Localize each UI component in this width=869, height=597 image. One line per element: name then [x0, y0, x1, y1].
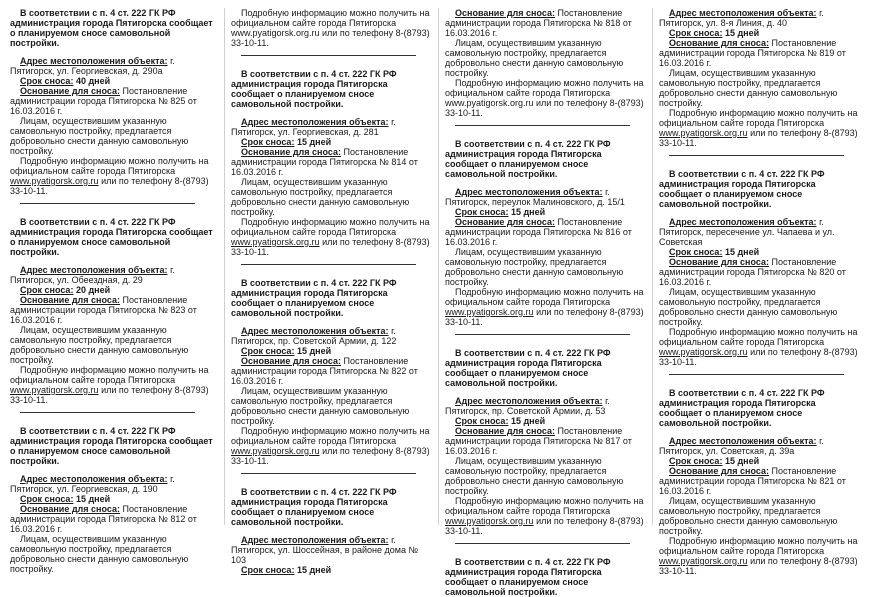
persons-text: Лицам, осуществившим указанную самовольную постройку, предлагается добровольно снести данную самовольную постройку. — [659, 496, 838, 536]
separator — [20, 412, 195, 413]
term-line: Срок сноса: 15 дней — [669, 28, 760, 38]
basis-line: Основание для сноса: Постановление администрации города Пятигорска № 812 от 16.03.2016 г. — [10, 504, 197, 534]
info-text: Подробную информацию можно получить на официальном сайте города Пятигорска www.pyatigorsk.org.ru или по телефону 8-(8793) 33-10-11. — [659, 327, 858, 367]
separator — [241, 473, 416, 474]
notice — [659, 169, 858, 375]
separator — [241, 264, 416, 265]
address-line: Адрес местоположения объекта: г. Пятигорск, ул. Шоссейная, в районе дома № 103 — [231, 535, 419, 565]
notice-header: В соответствии с п. 4 ст. 222 ГК РФ администрация города Пятигорска сообщает о планируемом сносе самовольной постройки. — [659, 388, 825, 428]
info-text-continued: Подробную информацию можно получить на официальном сайте города Пятигорска www.pyatigorsk.org.ru или по телефону 8-(8793) 33-10-11. — [231, 8, 430, 48]
separator — [455, 543, 630, 544]
notice-header: В соответствии с п. 4 ст. 222 ГК РФ администрация города Пятигорска сообщает о планируемом сносе самовольной постройки. — [10, 8, 213, 48]
notice-header: В соответствии с п. 4 ст. 222 ГК РФ администрация города Пятигорска сообщает о планируемом сносе самовольной постройки. — [231, 487, 397, 527]
basis-line: Основание для сноса: Постановление администрации города Пятигорска № 819 от 16.03.2016 г. — [659, 38, 846, 68]
notice-header: В соответствии с п. 4 ст. 222 ГК РФ администрация города Пятигорска сообщает о планируемом сносе самовольной постройки. — [10, 426, 213, 466]
notice — [231, 69, 430, 265]
persons-text: Лицам, осуществившим указанную самовольную постройку, предлагается добровольно снести данную самовольную постройку. — [231, 177, 410, 217]
address-line: Адрес местоположения объекта: г. Пятигорск, ул. Советская, д. 39а — [659, 436, 824, 456]
persons-text: Лицам, осуществившим указанную самовольную постройку, предлагается добровольно снести данную самовольную постройку. — [445, 456, 624, 496]
notice — [445, 139, 644, 335]
notice — [231, 487, 430, 575]
term-line: Срок сноса: 15 дней — [241, 346, 332, 356]
site-link[interactable]: www.pyatigorsk.org.ru — [659, 556, 748, 566]
address-line: Адрес местоположения объекта: г. Пятигорск, ул. 8-я Линия, д. 40 — [659, 8, 824, 28]
site-link[interactable]: www.pyatigorsk.org.ru — [231, 237, 320, 247]
address-line: Адрес местоположения объекта: г. Пятигорск, ул. Обеездная, д. 29 — [10, 265, 175, 285]
term-line: Срок сноса: 15 дней — [20, 494, 111, 504]
column-4 — [652, 8, 864, 576]
persons-text: Лицам, осуществившим указанную самовольную постройку, предлагается добровольно снести данную самовольную постройку. — [445, 247, 624, 287]
basis-line: Основание для сноса: Постановление администрации города Пятигорска № 823 от 16.03.2016 г. — [10, 295, 197, 325]
info-text: Подробную информацию можно получить на официальном сайте города Пятигорска www.pyatigorsk.org.ru или по телефону 8-(8793) 33-10-11. — [445, 287, 644, 327]
notice-header: В соответствии с п. 4 ст. 222 ГК РФ администрация города Пятигорска сообщает о планируемом сносе самовольной постройки. — [445, 348, 611, 388]
info-text: Подробную информацию можно получить на официальном сайте города Пятигорска www.pyatigorsk.org.ru или по телефону 8-(8793) 33-10-11. — [445, 78, 644, 118]
info-text: Подробную информацию можно получить на официальном сайте города Пятигорска www.pyatigorsk.org.ru или по телефону 8-(8793) 33-10-11. — [231, 217, 430, 257]
address-line: Адрес местоположения объекта: г. Пятигорск, пр. Советской Армии, д. 122 — [231, 326, 397, 346]
basis-line: Основание для сноса: Постановление администрации города Пятигорска № 820 от 16.03.2016 г. — [659, 257, 846, 287]
site-link[interactable]: www.pyatigorsk.org.ru — [10, 176, 99, 186]
site-link[interactable]: www.pyatigorsk.org.ru — [659, 128, 748, 138]
site-link[interactable]: www.pyatigorsk.org.ru — [659, 347, 748, 357]
term-line: Срок сноса: 20 дней — [20, 285, 111, 295]
notice-header: В соответствии с п. 4 ст. 222 ГК РФ администрация города Пятигорска сообщает о планируемом сносе самовольной постройки. — [445, 139, 611, 179]
address-line: Адрес местоположения объекта: г. Пятигорск, ул. Георгиевская, д. 190 — [10, 474, 175, 494]
info-text: Подробную информацию можно получить на официальном сайте города Пятигорска www.pyatigorsk.org.ru или по телефону 8-(8793) 33-10-11. — [445, 496, 644, 536]
info-text: Подробную информацию можно получить на официальном сайте города Пятигорска www.pyatigorsk.org.ru или по телефону 8-(8793) 33-10-11. — [659, 108, 858, 148]
notice — [445, 557, 644, 597]
basis-line: Основание для сноса: Постановление администрации города Пятигорска № 821 от 16.03.2016 г. — [659, 466, 846, 496]
separator — [241, 55, 416, 56]
term-line: Срок сноса: 15 дней — [241, 565, 332, 575]
address-line: Адрес местоположения объекта: г. Пятигорск, пересечение ул. Чапаева и ул. Советская — [659, 217, 835, 247]
address-line: Адрес местоположения объекта: г. Пятигорск, переулок Малиновского, д. 15/1 — [445, 187, 625, 207]
term-line: Срок сноса: 15 дней — [455, 207, 546, 217]
notice-header: В соответствии с п. 4 ст. 222 ГК РФ администрация города Пятигорска сообщает о планируемом сносе самовольной постройки. — [659, 169, 825, 209]
basis-line: Основание для сноса: Постановление администрации города Пятигорска № 825 от 16.03.2016 г. — [10, 86, 197, 116]
persons-text: Лицам, осуществившим указанную самовольную постройку, предлагается добровольно снести данную самовольную постройку. — [659, 287, 838, 327]
site-link[interactable]: www.pyatigorsk.org.ru — [445, 516, 534, 526]
info-text: Подробную информацию можно получить на официальном сайте города Пятигорска www.pyatigorsk.org.ru или по телефону 8-(8793) 33-10-11. — [10, 365, 209, 405]
persons-text: Лицам, осуществившим указанную самовольную постройку, предлагается добровольно снести данную самовольную постройку. — [10, 534, 189, 574]
persons-text: Лицам, осуществившим указанную самовольную постройку, предлагается добровольно снести данную самовольную постройку. — [10, 116, 189, 156]
info-text: Подробную информацию можно получить на официальном сайте города Пятигорска www.pyatigorsk.org.ru или по телефону 8-(8793) 33-10-11. — [10, 156, 209, 196]
info-text: Подробную информацию можно получить на официальном сайте города Пятигорска www.pyatigorsk.org.ru или по телефону 8-(8793) 33-10-11. — [231, 426, 430, 466]
term-line: Срок сноса: 15 дней — [669, 456, 760, 466]
address-line: Адрес местоположения объекта: г. Пятигорск, ул. Георгиевская, д. 290а — [10, 56, 175, 76]
notice — [659, 8, 858, 156]
address-line: Адрес местоположения объекта: г. Пятигорск, пр. Советской Армии, д. 53 — [445, 396, 610, 416]
basis-line-continued: Основание для сноса: Постановление администрации города Пятигорска № 818 от 16.03.2016 г. — [445, 8, 632, 38]
persons-text: Лицам, осуществившим указанную самовольную постройку, предлагается добровольно снести данную самовольную постройку. — [231, 386, 410, 426]
persons-text: Лицам, осуществившим указанную самовольную постройку, предлагается добровольно снести данную самовольную постройку. — [445, 38, 624, 78]
separator — [20, 203, 195, 204]
column-2 — [224, 8, 436, 575]
notice-header: В соответствии с п. 4 ст. 222 ГК РФ администрация города Пятигорска сообщает о планируемом сносе самовольной постройки. — [231, 69, 397, 109]
notice — [445, 348, 644, 544]
notice — [10, 8, 216, 204]
column-1 — [10, 8, 222, 574]
separator — [455, 125, 630, 126]
term-line: Срок сноса: 15 дней — [669, 247, 760, 257]
notice-header: В соответствии с п. 4 ст. 222 ГК РФ администрация города Пятигорска сообщает о планируемом сносе самовольной постройки. — [10, 217, 213, 257]
site-link[interactable]: www.pyatigorsk.org.ru — [231, 446, 320, 456]
term-line: Срок сноса: 40 дней — [20, 76, 111, 86]
notice — [659, 388, 858, 576]
persons-text: Лицам, осуществившим указанную самовольную постройку, предлагается добровольно снести данную самовольную постройку. — [10, 325, 189, 365]
notice-header: В соответствии с п. 4 ст. 222 ГК РФ администрация города Пятигорска сообщает о планируемом сносе самовольной постройки. — [231, 278, 397, 318]
notice-header: В соответствии с п. 4 ст. 222 ГК РФ администрация города Пятигорска сообщает о планируемом сносе самовольной постройки. — [445, 557, 611, 597]
persons-text: Лицам, осуществившим указанную самовольную постройку, предлагается добровольно снести данную самовольную постройку. — [659, 68, 838, 108]
notice — [231, 278, 430, 474]
notice — [10, 217, 216, 413]
separator — [455, 334, 630, 335]
address-line: Адрес местоположения объекта: г. Пятигорск, ул. Георгиевская, д. 281 — [231, 117, 396, 137]
term-line: Срок сноса: 15 дней — [241, 137, 332, 147]
basis-line: Основание для сноса: Постановление администрации города Пятигорска № 816 от 16.03.2016 г. — [445, 217, 632, 247]
info-text: Подробную информацию можно получить на официальном сайте города Пятигорска www.pyatigorsk.org.ru или по телефону 8-(8793) 33-10-11. — [659, 536, 858, 576]
basis-line: Основание для сноса: Постановление администрации города Пятигорска № 814 от 16.03.2016 г. — [231, 147, 418, 177]
separator — [669, 155, 844, 156]
separator — [669, 374, 844, 375]
basis-line: Основание для сноса: Постановление администрации города Пятигорска № 822 от 16.03.2016 г. — [231, 356, 418, 386]
notice — [10, 426, 216, 574]
term-line: Срок сноса: 15 дней — [455, 416, 546, 426]
column-3 — [438, 8, 650, 597]
site-link[interactable]: www.pyatigorsk.org.ru — [10, 385, 99, 395]
basis-line: Основание для сноса: Постановление администрации города Пятигорска № 817 от 16.03.2016 г. — [445, 426, 632, 456]
site-link[interactable]: www.pyatigorsk.org.ru — [445, 307, 534, 317]
